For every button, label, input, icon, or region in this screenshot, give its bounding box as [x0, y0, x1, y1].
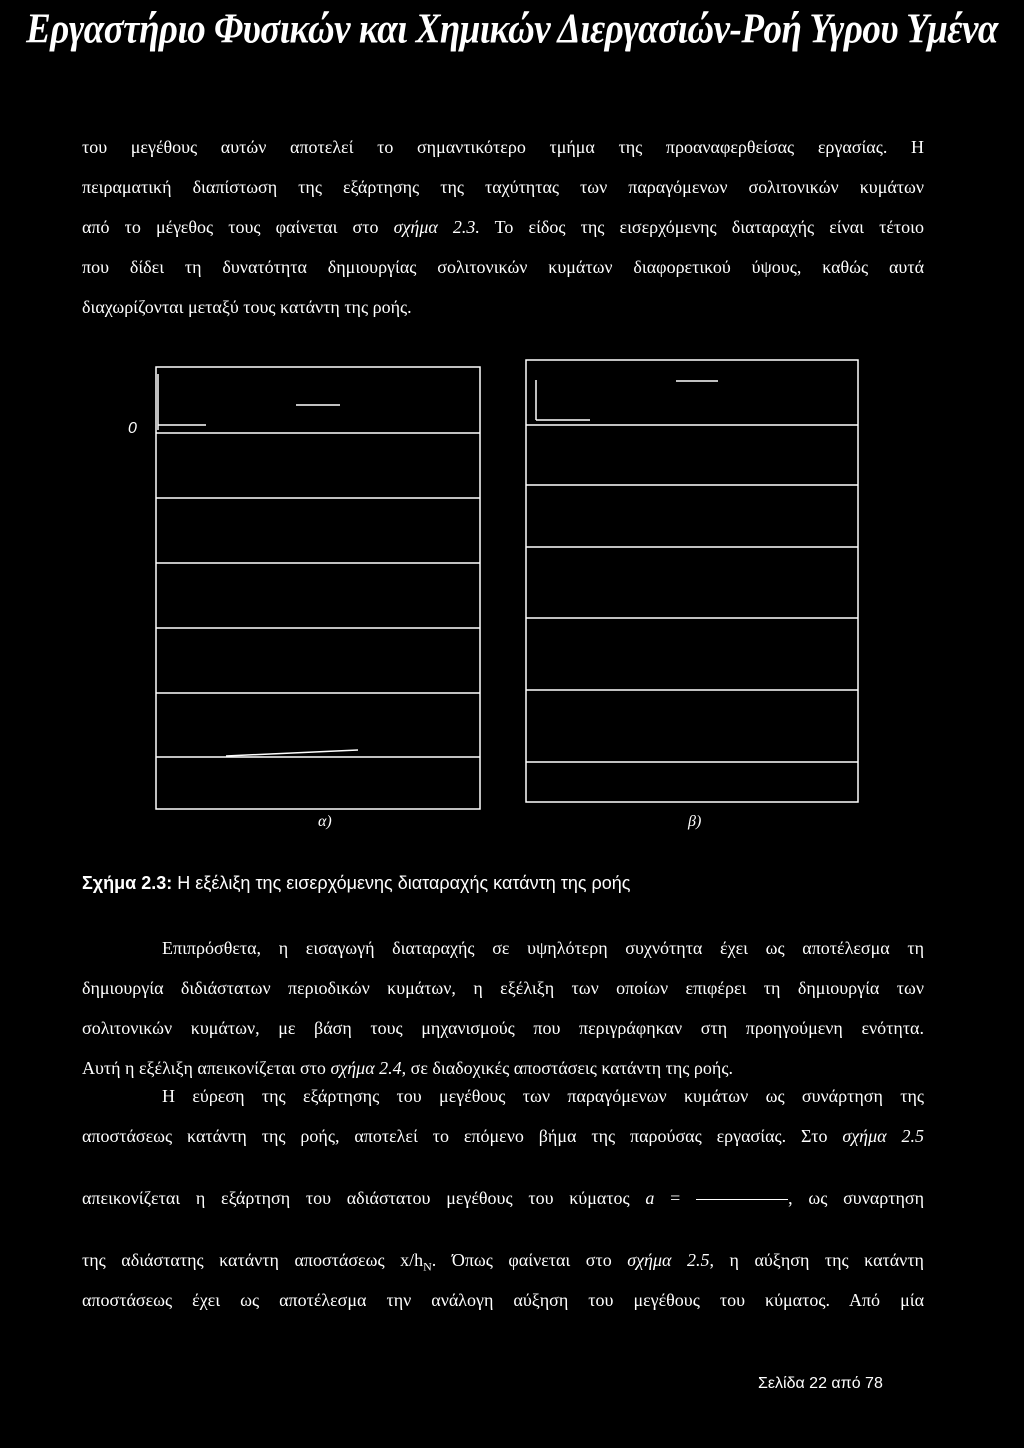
paragraph-1 — [82, 127, 924, 327]
text-line: αποστάσεως κατάντη της ροής, αποτελεί το επόμενο βήμα της παρούσας εργασίας. Στο σχήμα 2.5 — [82, 1126, 924, 1146]
text-line: Η εύρεση της εξάρτησης του μεγέθους των παραγόμενων κυμάτων ως συνάρτηση της — [162, 1086, 924, 1106]
caption-text: Η εξέλιξη της εισερχόμενης διαταραχής κατάντη της ροής — [172, 873, 631, 893]
figure-ref: σχήμα 2.4 — [330, 1058, 402, 1078]
figure-caption — [82, 873, 630, 894]
fraction-bar — [696, 1199, 788, 1200]
paragraph-2 — [82, 928, 924, 1088]
figure-ref: σχήμα 2.3. — [393, 217, 480, 237]
text-line: της αδιάστατης κατάντη αποστάσεως $x/h_N$. Όπως φαίνεται στο σχήμα 2.5, η αύξηση της κατάντη — [82, 1250, 924, 1274]
figure-ref: σχήμα 2.5 — [627, 1250, 710, 1270]
text-line: πειραματική διαπίστωση της εξάρτησης της ταχύτητας των παραγόμενων σολιτονικών κυμάτων — [82, 177, 924, 197]
panel-a-label: α) — [318, 813, 332, 830]
variable-a: a — [645, 1188, 655, 1208]
text-line: Αυτή η εξέλιξη απεικονίζεται στο σχήμα 2.4, σε διαδοχικές αποστάσεις κατάντη της ροής. — [82, 1058, 733, 1078]
figure-ref: σχήμα 2.5 — [842, 1126, 924, 1146]
text-line: σολιτονικών κυμάτων, με βάση τους μηχανισμούς που περιγράφηκαν στη προηγούμενη ενότητα. — [82, 1018, 924, 1038]
figure-2-3 — [100, 350, 880, 830]
origin-label: 0 — [128, 420, 137, 437]
text-line: Επιπρόσθετα, η εισαγωγή διαταραχής σε υψηλότερη συχνότητα έχει ως αποτέλεσμα τη — [162, 938, 924, 958]
panel-b-frame — [526, 360, 858, 802]
page-header: Εργαστήριο Φυσικών και Χημικών Διεργασιών-Ροή Υγρου Υμένα — [26, 5, 998, 54]
text-line: διαχωρίζονται μεταξύ τους κατάντη της ροής. — [82, 297, 412, 317]
text-line: απεικονίζεται η εξάρτηση του αδιάστατου μεγέθους του κύματος a = , ως συναρτηση — [82, 1188, 925, 1208]
text-line: από το μέγεθος τους φαίνεται στο σχήμα 2.3. Το είδος της εισερχόμενης διαταραχής είναι τέτοιο — [82, 217, 924, 237]
text-line: δημιουργία διδιάστατων περιοδικών κυμάτων, η εξέλιξη των οποίων επιφέρει τη δημιουργία των — [82, 978, 924, 998]
page-number: Σελίδα 22 από 78 — [758, 1375, 883, 1392]
paragraph-3 — [82, 1076, 924, 1320]
text-line: του μεγέθους αυτών αποτελεί το σημαντικότερο τμήμα της προαναφερθείσας εργασίας. Η — [82, 137, 924, 157]
text-line: που δίδει τη δυνατότητα δημιουργίας σολιτονικών κυμάτων διαφορετικού ύψους, καθώς αυτά — [82, 257, 924, 277]
subscript: N — [423, 1259, 432, 1274]
panel-b-label: β) — [688, 813, 702, 830]
text-line: αποστάσεως έχει ως αποτέλεσμα την ανάλογη αύξηση του μεγέθους του κύματος. Από μία — [82, 1290, 924, 1310]
caption-label: Σχήμα 2.3: — [82, 873, 173, 893]
